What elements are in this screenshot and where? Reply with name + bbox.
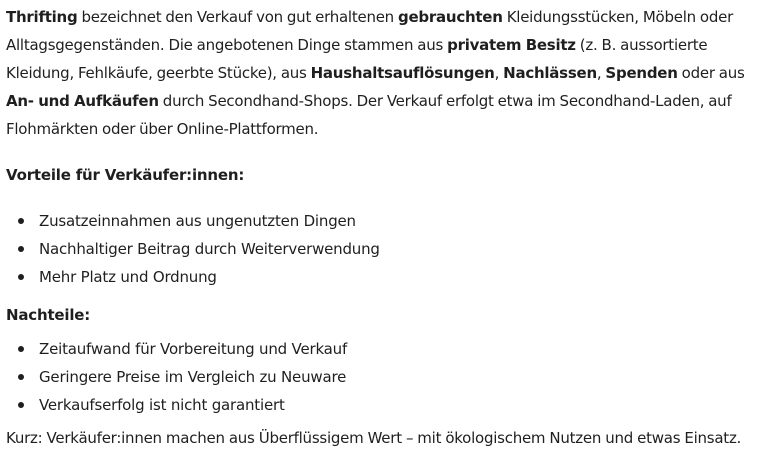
intro-term-haushaltsaufloesungen: Haushaltsauflösungen xyxy=(310,64,495,82)
intro-text: , xyxy=(596,64,606,82)
intro-text: Kleidungsstücken, Möbeln oder Alltagsgegenständen. Die angebotenen Dinge stammen aus xyxy=(6,8,733,54)
intro-term-an-und-aufkaeufen: An- und Aufkäufen xyxy=(6,92,159,110)
nachteile-heading: Nachteile: xyxy=(6,306,91,324)
bullet-icon xyxy=(18,402,24,408)
list-item-text: Zusatzeinnahmen aus ungenutzten Dingen xyxy=(39,212,356,230)
list-item xyxy=(6,263,759,291)
intro-paragraph xyxy=(6,3,759,143)
intro-term-nachlaessen: Nachlässen xyxy=(503,64,597,82)
vorteile-list xyxy=(6,207,759,291)
list-item xyxy=(6,391,759,419)
intro-term-privatem-besitz: privatem Besitz xyxy=(447,36,576,54)
list-item-text: Zeitaufwand für Vorbereitung und Verkauf xyxy=(39,340,348,358)
vorteile-heading: Vorteile für Verkäufer:innen: xyxy=(6,166,245,184)
bullet-icon xyxy=(18,346,24,352)
list-item-text: Geringere Preise im Vergleich zu Neuware xyxy=(39,368,347,386)
intro-text: , xyxy=(494,64,504,82)
list-item xyxy=(6,363,759,391)
list-item xyxy=(6,207,759,235)
list-item xyxy=(6,335,759,363)
nachteile-list xyxy=(6,335,759,419)
intro-text: (z. B. aussortierte Kleidung, Fehlkäufe, geerbte Stücke), aus xyxy=(6,36,708,82)
bullet-icon xyxy=(18,218,24,224)
intro-term-thrifting: Thrifting xyxy=(6,8,78,26)
list-item-text: Verkaufserfolg ist nicht garantiert xyxy=(39,396,285,414)
bullet-icon xyxy=(18,274,24,280)
intro-text: durch Secondhand-Shops. Der Verkauf erfolgt etwa im Secondhand-Laden, auf Flohmärkten oder über Online-Plattformen. xyxy=(6,92,732,138)
list-item-text: Nachhaltiger Beitrag durch Weiterverwendung xyxy=(39,240,380,258)
bullet-icon xyxy=(18,246,24,252)
intro-text: bezeichnet den Verkauf von gut erhaltenen xyxy=(77,8,398,26)
bullet-icon xyxy=(18,374,24,380)
summary-paragraph: Kurz: Verkäufer:innen machen aus Überflüssigem Wert – mit ökologischem Nutzen und etwas Einsatz. xyxy=(6,429,742,447)
intro-term-gebrauchten: gebrauchten xyxy=(397,8,503,26)
intro-text: oder aus xyxy=(677,64,745,82)
intro-term-spenden: Spenden xyxy=(605,64,678,82)
list-item xyxy=(6,235,759,263)
list-item-text: Mehr Platz und Ordnung xyxy=(39,268,217,286)
